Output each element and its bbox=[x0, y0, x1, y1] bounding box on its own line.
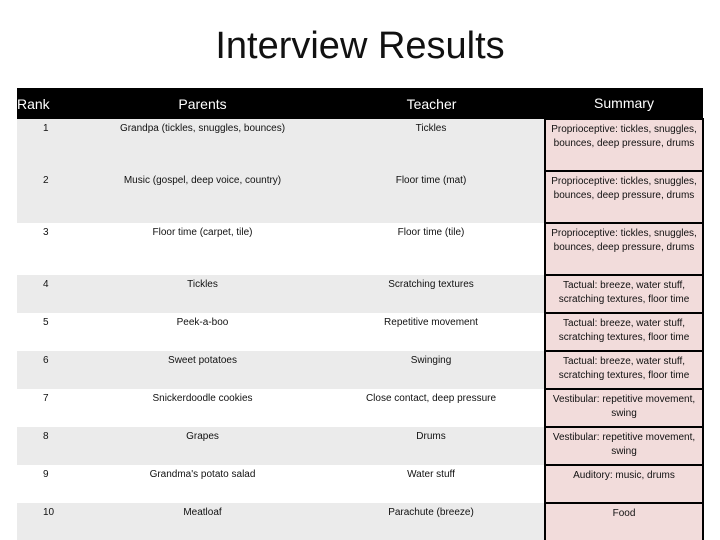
summary-cell: Tactual: breeze, water stuff, scratching textures, floor time bbox=[545, 275, 703, 313]
summary-cell: Auditory: music, drums bbox=[545, 465, 703, 503]
teacher-cell: Swinging bbox=[318, 351, 545, 389]
teacher-cell: Floor time (mat) bbox=[318, 171, 545, 223]
parents-cell: Sweet potatoes bbox=[87, 351, 318, 389]
table-row bbox=[17, 223, 703, 275]
rank-cell: 8 bbox=[17, 427, 87, 465]
rank-cell: 3 bbox=[17, 223, 87, 275]
table-row bbox=[17, 119, 703, 171]
summary-cell: Proprioceptive: tickles, snuggles, bounces, deep pressure, drums bbox=[545, 119, 703, 171]
teacher-cell: Drums bbox=[318, 427, 545, 465]
rank-cell: 1 bbox=[17, 119, 87, 171]
table-row bbox=[17, 465, 703, 503]
parents-cell: Floor time (carpet, tile) bbox=[87, 223, 318, 275]
parents-cell: Grapes bbox=[87, 427, 318, 465]
parents-cell: Music (gospel, deep voice, country) bbox=[87, 171, 318, 223]
rank-cell: 9 bbox=[17, 465, 87, 503]
rank-cell: 2 bbox=[17, 171, 87, 223]
parents-cell: Tickles bbox=[87, 275, 318, 313]
page-title: Interview Results bbox=[215, 25, 505, 67]
teacher-cell: Scratching textures bbox=[318, 275, 545, 313]
teacher-cell: Repetitive movement bbox=[318, 313, 545, 351]
parents-cell: Meatloaf bbox=[87, 503, 318, 540]
teacher-cell: Close contact, deep pressure bbox=[318, 389, 545, 427]
table-row bbox=[17, 313, 703, 351]
teacher-cell: Tickles bbox=[318, 119, 545, 171]
summary-cell: Tactual: breeze, water stuff, scratching textures, floor time bbox=[545, 351, 703, 389]
table-row bbox=[17, 427, 703, 465]
teacher-cell: Parachute (breeze) bbox=[318, 503, 545, 540]
parents-cell: Snickerdoodle cookies bbox=[87, 389, 318, 427]
rank-cell: 6 bbox=[17, 351, 87, 389]
summary-cell: Proprioceptive: tickles, snuggles, bounces, deep pressure, drums bbox=[545, 171, 703, 223]
table-row bbox=[17, 275, 703, 313]
header-summary: Summary bbox=[545, 88, 703, 119]
parents-cell: Grandma's potato salad bbox=[87, 465, 318, 503]
teacher-cell: Floor time (tile) bbox=[318, 223, 545, 275]
header-rank: Rank bbox=[17, 88, 87, 119]
summary-cell: Vestibular: repetitive movement, swing bbox=[545, 389, 703, 427]
rank-cell: 10 bbox=[17, 503, 87, 540]
summary-cell: Proprioceptive: tickles, snuggles, bounces, deep pressure, drums bbox=[545, 223, 703, 275]
header-teacher: Teacher bbox=[318, 88, 545, 119]
table-row bbox=[17, 171, 703, 223]
summary-cell: Vestibular: repetitive movement, swing bbox=[545, 427, 703, 465]
table-header-row bbox=[17, 88, 703, 119]
table-row bbox=[17, 351, 703, 389]
header-parents: Parents bbox=[87, 88, 318, 119]
parents-cell: Grandpa (tickles, snuggles, bounces) bbox=[87, 119, 318, 171]
results-table bbox=[17, 88, 704, 540]
teacher-cell: Water stuff bbox=[318, 465, 545, 503]
table-row bbox=[17, 389, 703, 427]
rank-cell: 7 bbox=[17, 389, 87, 427]
rank-cell: 4 bbox=[17, 275, 87, 313]
rank-cell: 5 bbox=[17, 313, 87, 351]
parents-cell: Peek-a-boo bbox=[87, 313, 318, 351]
summary-cell: Tactual: breeze, water stuff, scratching textures, floor time bbox=[545, 313, 703, 351]
summary-cell: Food bbox=[545, 503, 703, 540]
table-row bbox=[17, 503, 703, 540]
